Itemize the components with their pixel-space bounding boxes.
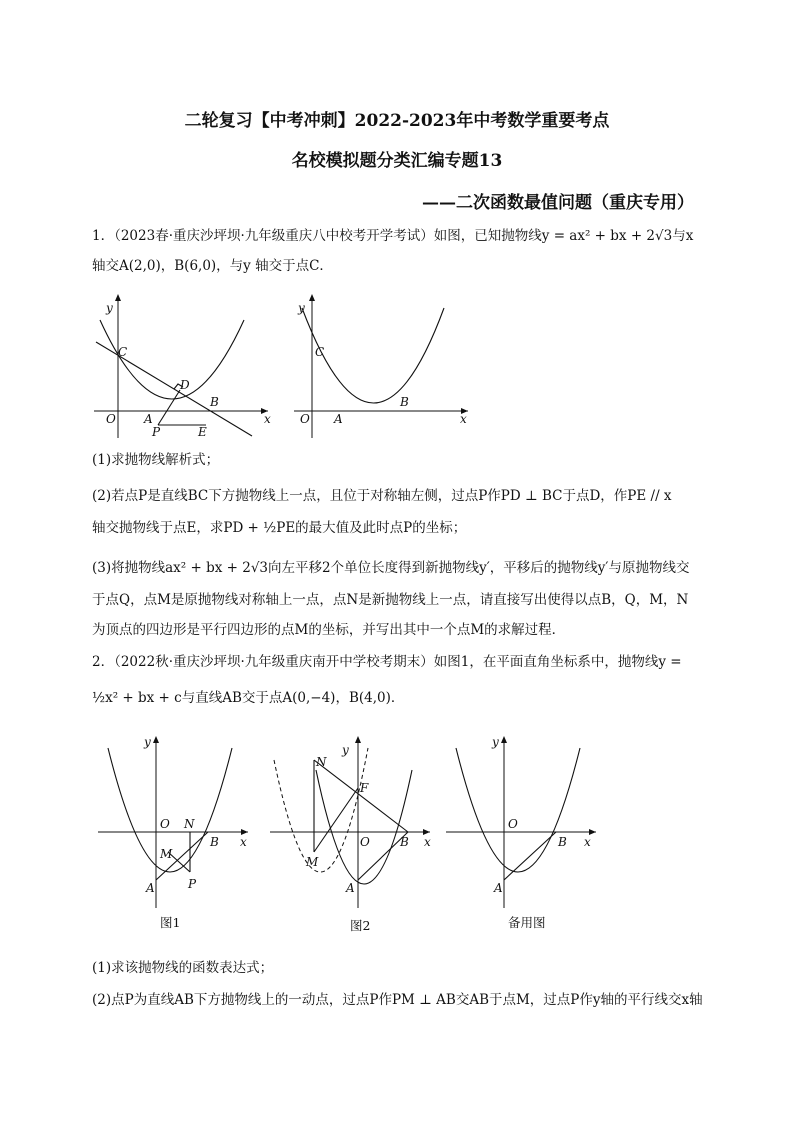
p2-figures (90, 730, 610, 940)
label-y: y (298, 301, 305, 315)
p1-stem-2: 轴交A(2,0)，B(6,0)，与y 轴交于点C． (92, 258, 333, 274)
label-B: B (400, 395, 409, 409)
label-O: O (508, 817, 518, 831)
p2-figure-1 (98, 735, 248, 930)
label-D: D (180, 378, 190, 392)
caption-fig1: 图1 (160, 915, 181, 930)
label-B: B (400, 835, 409, 849)
label-y: y (492, 735, 499, 749)
label-P: P (152, 425, 161, 439)
label-A: A (494, 881, 503, 895)
p1-figure-right (294, 294, 468, 438)
label-C: C (118, 345, 128, 359)
label-M: M (160, 847, 173, 861)
label-x: x (584, 835, 591, 849)
p1-figures (88, 288, 488, 443)
p1-q2-2: 轴交抛物线于点E，求PD + ½PE的最大值及此时点P的坐标； (92, 520, 467, 536)
label-C: C (315, 345, 325, 359)
label-N: N (184, 817, 195, 831)
p1-figure-left (94, 294, 271, 439)
label-O: O (300, 412, 310, 426)
p2-stem-1: 2．（2022秋·重庆沙坪坝·九年级重庆南开中学校考期末）如图1，在平面直角坐标系中，抛物线y = (92, 654, 682, 670)
title-line-2: 名校模拟题分类汇编专题13 (291, 151, 503, 171)
label-y: y (106, 301, 113, 315)
label-y: y (342, 743, 349, 757)
label-B: B (210, 395, 219, 409)
p2-stem-2: ½x² + bx + c与直线AB交于点A(0,−4)，B(4,0)． (92, 690, 405, 706)
p2-q2-1: (2)点P为直线AB下方抛物线上的一动点，过点P作PM ⊥ AB交AB于点M，过点P作y轴的平行线交x轴 (92, 992, 703, 1008)
p2-figure-2 (270, 736, 431, 933)
label-A: A (144, 412, 153, 426)
label-A: A (146, 881, 155, 895)
label-M: M (306, 855, 319, 869)
label-A: A (334, 412, 343, 426)
p2-q1: (1)求该抛物线的函数表达式； (92, 960, 274, 976)
p1-q1: (1)求抛物线解析式； (92, 452, 220, 468)
label-x: x (240, 835, 247, 849)
label-O: O (106, 412, 116, 426)
label-N: N (316, 755, 327, 769)
caption-fig2: 图2 (350, 918, 371, 933)
label-E: E (198, 425, 207, 439)
title-line-3: ——二次函数最值问题（重庆专用） (422, 193, 694, 213)
label-x: x (424, 835, 431, 849)
p1-q2-1: (2)若点P是直线BC下方抛物线上一点，且位于对称轴左侧，过点P作PD ⊥ BC于点D，作PE // x (92, 488, 672, 504)
label-O: O (160, 817, 170, 831)
p1-q3-3: 为顶点的四边形是平行四边形的点M的坐标，并写出其中一个点M的求解过程． (92, 622, 566, 638)
label-x: x (460, 412, 467, 426)
p1-q3-1: (3)将抛物线ax² + bx + 2√3向左平移2个单位长度得到新抛物线y′，平移后的抛物线y′与原抛物线交 (92, 560, 690, 576)
p2-figure-spare (446, 735, 596, 930)
label-A: A (346, 881, 355, 895)
label-P: P (188, 877, 197, 891)
label-y: y (144, 735, 151, 749)
title-line-1: 二轮复习【中考冲刺】2022-2023年中考数学重要考点 (184, 111, 610, 131)
label-x: x (264, 412, 271, 426)
label-B: B (210, 835, 219, 849)
label-O: O (360, 835, 370, 849)
label-F: F (360, 781, 369, 795)
p1-q3-2: 于点Q，点M是原抛物线对称轴上一点，点N是新抛物线上一点，请直接写出使得以点B，Q，M，N (92, 592, 689, 608)
p1-stem-1: 1．（2023春·重庆沙坪坝·九年级重庆八中校考开学考试）如图，已知抛物线y = ax² + bx + 2√3与x (92, 228, 694, 244)
caption-spare: 备用图 (508, 915, 546, 930)
label-B: B (558, 835, 567, 849)
